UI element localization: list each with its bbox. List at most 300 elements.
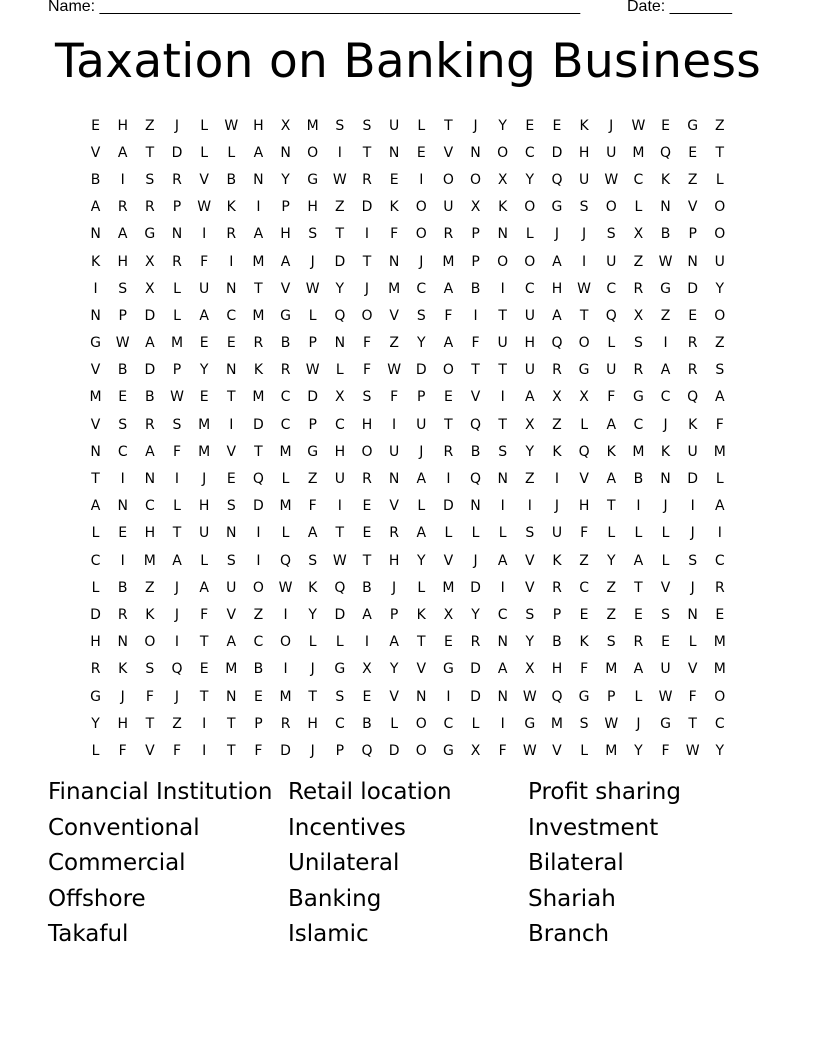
- grid-letter: G: [334, 661, 346, 678]
- grid-letter: S: [498, 443, 508, 460]
- grid-letter: P: [118, 307, 127, 324]
- grid-letter: N: [253, 171, 264, 188]
- grid-letter: S: [308, 226, 318, 243]
- grid-letter: E: [199, 389, 209, 406]
- grid-letter: Z: [145, 117, 155, 134]
- grid-letter: T: [498, 307, 507, 324]
- grid-letter: B: [226, 171, 237, 188]
- grid-letter: T: [606, 498, 616, 515]
- grid-row: [82, 194, 734, 221]
- grid-letter: Y: [308, 606, 317, 623]
- grid-letter: L: [227, 144, 236, 161]
- grid-letter: T: [335, 226, 345, 243]
- grid-letter: C: [117, 443, 128, 460]
- grid-letter: A: [172, 552, 182, 569]
- grid-letter: L: [661, 525, 670, 542]
- grid-letter: T: [254, 280, 263, 297]
- grid-letter: M: [252, 253, 265, 270]
- grid-row: [82, 330, 734, 357]
- grid-letter: M: [632, 144, 645, 161]
- grid-letter: X: [470, 199, 481, 216]
- grid-letter: S: [335, 688, 345, 705]
- grid-letter: C: [660, 389, 671, 406]
- grid-letter: I: [256, 552, 261, 569]
- grid-letter: G: [687, 117, 699, 134]
- word-bank-item: Takaful: [48, 921, 129, 947]
- grid-letter: C: [280, 416, 291, 433]
- word-bank-item: Banking: [288, 885, 382, 912]
- grid-letter: H: [578, 144, 590, 161]
- grid-letter: C: [633, 171, 644, 188]
- grid-letter: K: [90, 253, 101, 270]
- grid-letter: E: [118, 525, 128, 542]
- grid-letter: B: [280, 335, 291, 352]
- grid-row: [82, 683, 734, 710]
- grid-letter: V: [660, 579, 671, 596]
- grid-letter: D: [144, 307, 156, 324]
- grid-letter: J: [202, 471, 207, 488]
- grid-letter: X: [525, 416, 535, 433]
- grid-letter: O: [361, 307, 373, 324]
- grid-letter: L: [308, 307, 317, 324]
- grid-letter: S: [335, 117, 345, 134]
- grid-letter: O: [415, 199, 427, 216]
- grid-letter: N: [90, 307, 101, 324]
- grid-letter: L: [335, 362, 344, 379]
- grid-letter: G: [660, 280, 671, 297]
- grid-letter: W: [631, 117, 646, 134]
- grid-letter: K: [253, 362, 263, 379]
- grid-letter: T: [335, 525, 345, 542]
- grid-letter: L: [173, 280, 181, 297]
- grid-letter: Y: [525, 634, 535, 651]
- grid-letter: I: [283, 661, 288, 678]
- grid-letter: L: [173, 307, 181, 324]
- grid-letter: Z: [172, 715, 182, 732]
- grid-letter: L: [91, 525, 100, 542]
- grid-letter: N: [117, 498, 128, 515]
- grid-letter: Y: [606, 552, 616, 569]
- grid-letter: V: [552, 742, 562, 759]
- word-bank-item: Bilateral: [528, 850, 624, 876]
- grid-letter: T: [226, 389, 236, 406]
- grid-letter: I: [337, 498, 342, 515]
- grid-letter: W: [604, 715, 619, 732]
- grid-letter: V: [443, 552, 454, 569]
- grid-letter: O: [280, 634, 292, 651]
- grid-letter: M: [279, 688, 292, 705]
- grid-letter: G: [578, 688, 590, 705]
- grid-letter: L: [471, 525, 480, 542]
- grid-letter: D: [253, 498, 264, 515]
- grid-letter: D: [171, 144, 183, 161]
- grid-letter: A: [117, 144, 128, 161]
- grid-letter: M: [279, 443, 292, 460]
- grid-letter: J: [310, 742, 315, 759]
- grid-letter: Y: [91, 715, 100, 732]
- grid-letter: C: [714, 552, 725, 569]
- grid-letter: S: [606, 226, 616, 243]
- grid-letter: J: [609, 117, 614, 134]
- grid-letter: T: [471, 362, 480, 379]
- grid-letter: Y: [715, 280, 725, 297]
- grid-letter: C: [253, 634, 264, 651]
- grid-letter: O: [415, 742, 427, 759]
- grid-letter: F: [172, 742, 182, 759]
- grid-letter: V: [416, 661, 427, 678]
- grid-letter: L: [607, 525, 616, 542]
- grid-letter: I: [256, 525, 261, 542]
- grid-letter: G: [524, 715, 536, 732]
- grid-letter: P: [389, 606, 399, 623]
- grid-letter: D: [470, 661, 481, 678]
- grid-letter: P: [172, 362, 182, 379]
- grid-letter: J: [174, 606, 180, 623]
- grid-letter: J: [663, 498, 668, 515]
- grid-letter: H: [334, 443, 346, 460]
- grid-letter: I: [527, 498, 532, 515]
- grid-letter: Q: [171, 661, 183, 678]
- grid-letter: U: [443, 199, 454, 216]
- grid-letter: E: [525, 117, 535, 134]
- grid-letter: J: [663, 416, 668, 433]
- grid-letter: Z: [145, 579, 155, 596]
- grid-letter: L: [634, 688, 643, 705]
- grid-row: [82, 248, 734, 275]
- grid-letter: S: [688, 552, 698, 569]
- grid-letter: N: [90, 443, 101, 460]
- grid-letter: E: [443, 389, 453, 406]
- grid-letter: U: [714, 253, 725, 270]
- grid-letter: Q: [687, 389, 699, 406]
- grid-letter: I: [717, 525, 722, 542]
- grid-letter: G: [442, 742, 454, 759]
- grid-letter: C: [280, 389, 291, 406]
- grid-row: [82, 112, 734, 139]
- grid-letter: R: [633, 634, 644, 651]
- grid-letter: K: [606, 443, 616, 460]
- grid-letter: V: [90, 362, 101, 379]
- grid-letter: Q: [470, 471, 482, 488]
- grid-letter: E: [362, 688, 372, 705]
- grid-letter: R: [389, 525, 399, 542]
- grid-letter: F: [172, 443, 182, 460]
- grid-letter: X: [633, 226, 644, 243]
- grid-letter: K: [579, 117, 589, 134]
- grid-letter: O: [415, 226, 427, 243]
- grid-letter: D: [443, 498, 454, 515]
- grid-letter: M: [442, 579, 455, 596]
- grid-letter: S: [362, 389, 372, 406]
- grid-letter: S: [579, 715, 589, 732]
- grid-letter: K: [389, 199, 399, 216]
- grid-letter: K: [416, 606, 426, 623]
- grid-letter: R: [443, 443, 454, 460]
- grid-letter: I: [202, 742, 207, 759]
- grid-letter: A: [117, 226, 128, 243]
- grid-letter: H: [388, 552, 400, 569]
- grid-letter: I: [636, 498, 641, 515]
- grid-letter: N: [226, 280, 237, 297]
- grid-letter: W: [224, 117, 239, 134]
- grid-letter: V: [199, 171, 209, 188]
- grid-letter: W: [332, 552, 347, 569]
- grid-letter: J: [174, 579, 180, 596]
- grid-letter: R: [144, 416, 155, 433]
- grid-letter: W: [332, 171, 347, 188]
- grid-letter: M: [225, 661, 238, 678]
- grid-letter: U: [199, 280, 210, 297]
- grid-letter: W: [658, 253, 673, 270]
- grid-letter: Z: [715, 335, 725, 352]
- grid-letter: R: [362, 171, 372, 188]
- grid-letter: C: [497, 606, 508, 623]
- grid-letter: F: [498, 742, 507, 759]
- grid-letter: L: [715, 471, 724, 488]
- grid-letter: G: [442, 661, 454, 678]
- grid-letter: B: [660, 226, 671, 243]
- grid-letter: D: [470, 579, 481, 596]
- grid-letter: V: [525, 579, 535, 596]
- grid-letter: E: [688, 144, 698, 161]
- grid-letter: O: [307, 144, 319, 161]
- grid-row: [82, 601, 734, 628]
- grid-letter: E: [715, 606, 725, 623]
- grid-letter: Z: [525, 471, 535, 488]
- word-bank-item: Investment: [528, 814, 659, 841]
- grid-letter: D: [307, 389, 319, 406]
- grid-letter: M: [713, 634, 726, 651]
- grid-letter: H: [361, 416, 373, 433]
- grid-letter: X: [633, 307, 644, 324]
- word-bank-item: Unilateral: [288, 850, 400, 876]
- grid-letter: E: [661, 117, 670, 134]
- grid-letter: F: [308, 498, 317, 515]
- grid-letter: I: [500, 280, 505, 297]
- grid-letter: S: [525, 525, 535, 542]
- grid-letter: U: [388, 443, 400, 460]
- grid-letter: D: [388, 742, 400, 759]
- grid-letter: Q: [660, 144, 672, 161]
- grid-letter: M: [279, 498, 292, 515]
- grid-letter: T: [145, 144, 155, 161]
- grid-letter: Z: [552, 416, 562, 433]
- grid-row: [82, 574, 734, 601]
- grid-letter: H: [307, 199, 318, 216]
- word-bank-item: Financial Institution: [48, 779, 273, 805]
- grid-letter: I: [120, 552, 125, 569]
- grid-letter: W: [604, 171, 619, 188]
- word-bank-item: Retail location: [288, 779, 452, 805]
- grid-letter: W: [658, 688, 673, 705]
- grid-letter: L: [173, 498, 181, 515]
- grid-letter: L: [281, 471, 290, 488]
- grid-letter: M: [605, 742, 618, 759]
- grid-letter: N: [660, 199, 671, 216]
- grid-letter: T: [91, 471, 100, 488]
- grid-letter: X: [443, 606, 454, 623]
- grid-letter: T: [444, 416, 453, 433]
- grid-letter: T: [226, 742, 236, 759]
- grid-letter: I: [554, 471, 560, 488]
- grid-letter: M: [143, 552, 156, 569]
- grid-letter: I: [256, 199, 261, 216]
- grid-letter: M: [198, 416, 211, 433]
- grid-letter: I: [120, 171, 125, 188]
- grid-letter: R: [117, 199, 128, 216]
- grid-letter: L: [91, 579, 100, 596]
- page-title: Taxation on Banking Business: [54, 34, 762, 89]
- grid-letter: H: [117, 715, 128, 732]
- grid-letter: A: [715, 498, 725, 515]
- grid-letter: Q: [280, 552, 292, 569]
- grid-letter: R: [443, 226, 454, 243]
- grid-letter: R: [714, 579, 725, 596]
- grid-letter: B: [362, 579, 372, 596]
- grid-letter: B: [470, 443, 481, 460]
- grid-letter: A: [145, 335, 155, 352]
- grid-letter: F: [145, 688, 154, 705]
- grid-letter: E: [362, 498, 372, 515]
- grid-letter: J: [582, 226, 587, 243]
- grid-letter: W: [278, 579, 293, 596]
- grid-letter: U: [606, 362, 617, 379]
- grid-letter: G: [632, 389, 644, 406]
- grid-letter: H: [117, 253, 128, 270]
- grid-row: [82, 221, 734, 248]
- grid-letter: T: [715, 144, 725, 161]
- grid-letter: F: [688, 688, 697, 705]
- grid-letter: N: [470, 498, 481, 515]
- grid-letter: B: [117, 579, 128, 596]
- grid-letter: X: [497, 171, 508, 188]
- grid-letter: V: [226, 443, 237, 460]
- grid-letter: A: [90, 498, 101, 515]
- grid-letter: I: [582, 253, 587, 270]
- grid-letter: L: [335, 634, 344, 651]
- grid-letter: O: [361, 443, 373, 460]
- grid-letter: K: [660, 171, 671, 188]
- grid-letter: O: [524, 199, 536, 216]
- grid-letter: N: [117, 634, 128, 651]
- grid-letter: J: [419, 253, 424, 270]
- grid-letter: N: [226, 525, 237, 542]
- grid-letter: U: [687, 443, 698, 460]
- grid-letter: J: [174, 688, 180, 705]
- grid-letter: Q: [578, 443, 590, 460]
- grid-letter: I: [500, 498, 505, 515]
- grid-letter: D: [361, 199, 373, 216]
- grid-letter: C: [524, 144, 535, 161]
- grid-letter: I: [500, 389, 505, 406]
- grid-letter: A: [443, 335, 454, 352]
- grid-letter: H: [524, 335, 536, 352]
- grid-row: [82, 411, 734, 438]
- word-bank: [48, 779, 768, 957]
- grid-letter: L: [200, 144, 209, 161]
- grid-letter: K: [145, 606, 155, 623]
- grid-letter: I: [120, 471, 125, 488]
- grid-letter: X: [362, 661, 372, 678]
- grid-letter: I: [473, 307, 478, 324]
- grid-letter: N: [660, 471, 671, 488]
- grid-letter: Y: [199, 362, 209, 379]
- grid-letter: C: [226, 307, 237, 324]
- word-bank-item: Profit sharing: [528, 779, 681, 805]
- grid-letter: W: [115, 335, 130, 352]
- grid-letter: G: [144, 226, 156, 243]
- grid-letter: W: [170, 389, 184, 406]
- grid-letter: T: [688, 715, 697, 732]
- grid-letter: S: [579, 199, 589, 216]
- grid-letter: P: [172, 199, 182, 216]
- grid-letter: V: [687, 661, 698, 678]
- grid-letter: R: [362, 471, 372, 488]
- grid-letter: B: [145, 389, 155, 406]
- grid-letter: R: [552, 362, 562, 379]
- grid-letter: T: [172, 525, 182, 542]
- grid-letter: Z: [389, 335, 399, 352]
- grid-letter: O: [714, 307, 726, 324]
- grid-letter: A: [552, 253, 562, 270]
- grid-letter: L: [580, 742, 588, 759]
- grid-letter: P: [471, 226, 480, 243]
- grid-letter: M: [306, 117, 319, 134]
- grid-row: [82, 438, 734, 465]
- grid-letter: F: [580, 661, 589, 678]
- grid-letter: Y: [525, 443, 535, 460]
- word-bank-item: Offshore: [48, 885, 146, 912]
- grid-letter: S: [308, 552, 318, 569]
- grid-letter: U: [551, 525, 563, 542]
- grid-letter: Q: [551, 335, 563, 352]
- grid-letter: W: [577, 280, 592, 297]
- grid-letter: L: [417, 498, 426, 515]
- grid-letter: D: [334, 253, 346, 270]
- grid-letter: W: [522, 742, 537, 759]
- grid-letter: G: [551, 199, 563, 216]
- grid-letter: M: [89, 389, 102, 406]
- grid-letter: L: [498, 525, 507, 542]
- grid-letter: O: [252, 579, 264, 596]
- grid-letter: Z: [633, 253, 644, 270]
- grid-letter: J: [392, 579, 397, 596]
- grid-letter: Q: [470, 416, 482, 433]
- grid-letter: Z: [715, 117, 725, 134]
- grid-letter: D: [415, 362, 427, 379]
- grid-letter: J: [174, 117, 180, 134]
- grid-letter: B: [362, 715, 372, 732]
- grid-letter: P: [417, 389, 426, 406]
- grid-letter: U: [334, 471, 345, 488]
- grid-letter: T: [634, 579, 643, 596]
- grid-letter: A: [552, 307, 562, 324]
- grid-letter: G: [307, 171, 319, 188]
- grid-letter: Q: [334, 579, 346, 596]
- word-bank-item: Islamic: [288, 921, 369, 947]
- grid-letter: A: [715, 389, 725, 406]
- grid-letter: X: [579, 389, 589, 406]
- grid-letter: E: [226, 335, 236, 352]
- grid-letter: J: [473, 552, 478, 569]
- grid-row: [82, 465, 734, 492]
- grid-letter: Y: [416, 335, 426, 352]
- grid-letter: A: [389, 634, 399, 651]
- grid-letter: J: [120, 688, 125, 705]
- grid-letter: K: [226, 199, 236, 216]
- grid-letter: M: [550, 715, 563, 732]
- grid-letter: H: [253, 117, 264, 134]
